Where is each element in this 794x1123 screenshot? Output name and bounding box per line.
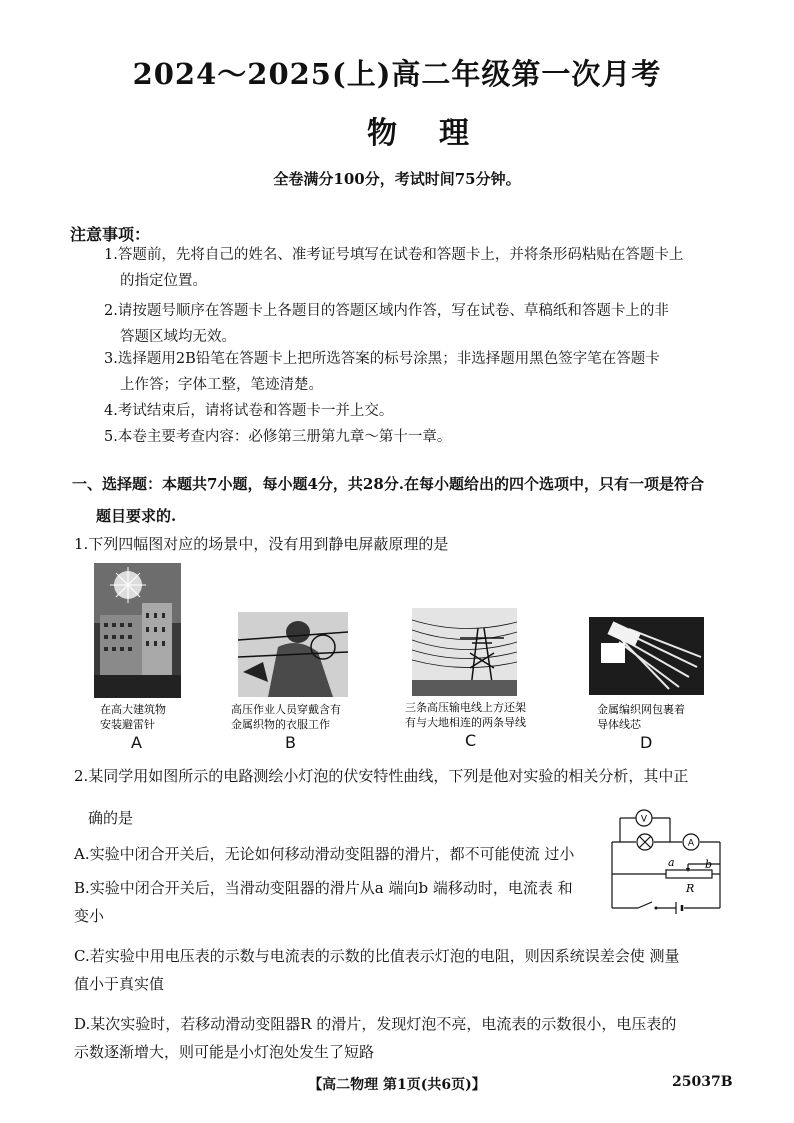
- q1-stem: 1.下列四幅图对应的场景中，没有用到静电屏蔽原理的是: [74, 535, 449, 553]
- notice-text: 本卷主要考查内容：必修第三册第九章～第十一章。: [117, 429, 452, 445]
- option-b-letter: B: [285, 733, 296, 752]
- exam-title: 2024～2025(上)高二年级第一次月考: [132, 57, 662, 91]
- notice-text: 请按题号顺序在答题卡上各题目的答题区域内作答，写在试卷、草稿纸和答题卡上的非: [117, 303, 669, 319]
- option-d-letter: D: [640, 733, 653, 752]
- notice-item-4: [104, 398, 734, 424]
- q2-option-c-line2: 值小于真实值: [74, 975, 165, 993]
- score-line: 全卷满分100分，考试时间75分钟。: [273, 170, 521, 188]
- notice-text-cont: 的指定位置。: [120, 273, 207, 289]
- page-footer: 【高二物理 第1页(共6页)】: [308, 1077, 486, 1093]
- notice-num: 2.: [104, 303, 118, 319]
- q2-option-a: A.实验中闭合开关后，无论如何移动滑动变阻器的滑片，都不可能使流 过小: [74, 845, 575, 863]
- paper-code: 25037B: [672, 1074, 733, 1090]
- option-c-letter: C: [465, 731, 477, 750]
- ammeter-label: A: [687, 838, 695, 849]
- section-heading-line1: 一、选择题：本题共7小题，每小题4分，共28分.在每小题给出的四个选项中，只有一项是符合: [72, 475, 704, 493]
- circuit-diagram: [608, 808, 728, 916]
- notice-num: 4.: [104, 403, 118, 419]
- notice-text: 选择题用2B铅笔在答题卡上把所选答案的标号涂黑；非选择题用黑色签字笔在答题卡: [117, 351, 660, 367]
- notice-heading: 注意事项：: [70, 225, 151, 244]
- q2-option-d-line1: D.某次实验时，若移动滑动变阻器R 的滑片，发现灯泡不亮，电流表的示数很小，电压表的: [74, 1015, 677, 1033]
- q2-option-d-line2: 示数逐渐增大，则可能是小灯泡处发生了短路: [74, 1043, 375, 1061]
- photo-b-worker: [238, 612, 348, 697]
- notice-num: 3.: [104, 351, 118, 367]
- terminal-a-label: a: [668, 856, 675, 869]
- notice-item-5: [104, 424, 734, 450]
- rheostat-label: R: [686, 882, 695, 895]
- terminal-b-label: b: [705, 858, 713, 871]
- photo-d-cable: [589, 617, 704, 695]
- q2-option-b-line2: 变小: [74, 907, 105, 925]
- voltmeter-label: V: [640, 814, 648, 825]
- notice-num: 1.: [104, 247, 118, 263]
- photo-a-building: [94, 563, 181, 698]
- notice-text-cont: 答题区域均无效。: [120, 329, 236, 345]
- q2-option-c-line1: C.若实验中用电压表的示数与电流表的示数的比值表示灯泡的电阻，则因系统误差会使 测量: [74, 947, 680, 965]
- notice-text-cont: 上作答；字体工整，笔迹清楚。: [120, 377, 323, 393]
- photo-c-tower: [412, 608, 517, 696]
- caption-c: 三条高压输电线上方还架 有与大地相连的两条导线: [405, 701, 526, 729]
- notice-item-2: [104, 298, 734, 350]
- section-heading-line2: 题目要求的.: [96, 507, 177, 525]
- notice-text: 考试结束后，请将试卷和答题卡一并上交。: [117, 403, 394, 419]
- subject-title: 物理: [367, 116, 511, 151]
- notice-text: 答题前，先将自己的姓名、准考证号填写在试卷和答题卡上，并将条形码粘贴在答题卡上: [117, 247, 684, 263]
- caption-d: 金属编织网包裹着 导体线芯: [597, 703, 685, 731]
- q2-stem-line1: 2.某同学用如图所示的电路测绘小灯泡的伏安特性曲线，下列是他对实验的相关分析，其中正: [74, 767, 689, 785]
- notice-num: 5.: [104, 429, 118, 445]
- caption-a: 在高大建筑物 安装避雷针: [100, 703, 166, 731]
- notice-item-3: [104, 346, 734, 398]
- q2-stem-line2: 确的是: [88, 809, 134, 827]
- section-heading: [72, 468, 732, 532]
- q2-option-b-line1: B.实验中闭合开关后，当滑动变阻器的滑片从a 端向b 端移动时，电流表 和: [74, 879, 573, 897]
- option-a-letter: A: [131, 733, 142, 752]
- notice-item-1: [104, 242, 734, 294]
- caption-b: 高压作业人员穿戴含有 金属织物的衣服工作: [231, 703, 341, 731]
